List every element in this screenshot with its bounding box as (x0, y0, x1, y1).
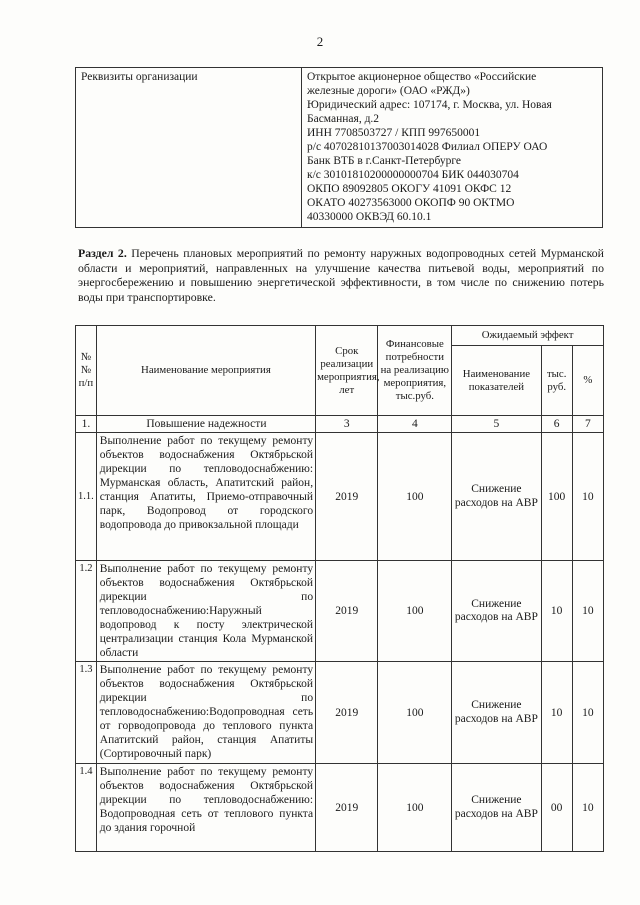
row-indicator: Снижение расходов на АВР (452, 764, 541, 852)
requisites-line: ОКАТО 40273563000 ОКОПФ 90 ОКТМО (307, 197, 515, 209)
header-indicator: Наименование показателей (452, 346, 541, 416)
requisites-line: Басманная, д.2 (307, 113, 380, 125)
row-thousand: 10 (541, 662, 572, 764)
row-name: Выполнение работ по текущему ремонту объектов водоснабжения Октябрьской дирекции по тепловодоснабжению:Водопроводная сеть от горводопровода до теплового пункта Апатитский район, станция Апатиты (Сортировочный парк) (96, 662, 315, 764)
row-percent: 10 (572, 662, 603, 764)
index-cell: 1. (76, 416, 97, 433)
row-percent: 10 (572, 433, 603, 561)
requisites-table (75, 67, 603, 228)
row-thousand: 100 (541, 433, 572, 561)
index-cell: 4 (378, 416, 452, 433)
index-cell: 5 (452, 416, 541, 433)
index-cell: Повышение надежности (96, 416, 315, 433)
header-term: Срок реализации мероприятия, лет (316, 326, 378, 416)
row-term: 2019 (316, 433, 378, 561)
row-percent: 10 (572, 561, 603, 662)
section-heading (78, 246, 604, 304)
row-term: 2019 (316, 764, 378, 852)
table-row (76, 662, 604, 764)
row-indicator: Снижение расходов на АВР (452, 561, 541, 662)
row-term: 2019 (316, 662, 378, 764)
row-thousand: 10 (541, 561, 572, 662)
requisites-line: 40330000 ОКВЭД 60.10.1 (307, 211, 432, 223)
row-indicator: Снижение расходов на АВР (452, 662, 541, 764)
row-num: 1.1. (76, 433, 97, 561)
section-text: Перечень плановых мероприятий по ремонту наружных водопроводных сетей Мурманской области и мероприятий, направленных на улучшение качества питьевой воды, мероприятий по энергосбережению и повышению энергетической эффективности, в том числе по снижению потерь воды при транспортировке. (78, 246, 604, 304)
requisites-line: Открытое акционерное общество «Российские (307, 71, 537, 83)
header-name: Наименование мероприятия (96, 326, 315, 416)
row-num: 1.2 (76, 561, 97, 662)
requisites-line: к/с 30101810200000000704 БИК 044030704 (307, 169, 519, 181)
table-row (76, 433, 604, 561)
row-finance: 100 (378, 433, 452, 561)
row-finance: 100 (378, 662, 452, 764)
requisites-value (302, 68, 603, 228)
requisites-line: ИНН 7708503727 / КПП 997650001 (307, 127, 481, 139)
header-thousand: тыс. руб. (541, 346, 572, 416)
row-term: 2019 (316, 561, 378, 662)
requisites-line: ОКПО 89092805 ОКОГУ 41091 ОКФС 12 (307, 183, 512, 195)
header-num: №№ п/п (76, 326, 97, 416)
row-percent: 10 (572, 764, 603, 852)
requisites-line: Юридический адрес: 107174, г. Москва, ул. Новая (307, 99, 552, 111)
index-cell: 7 (572, 416, 603, 433)
requisites-line: р/с 40702810137003014028 Филиал ОПЕРУ ОАО (307, 141, 548, 153)
table-row (76, 561, 604, 662)
index-cell: 6 (541, 416, 572, 433)
row-name: Выполнение работ по текущему ремонту объектов водоснабжения Октябрьской дирекции по тепловодоснабжению:Наружный водопровод к посту электрической централизации станция Кола Мурманской области (96, 561, 315, 662)
row-num: 1.4 (76, 764, 97, 852)
header-finance: Финансовые потребности на реализацию мероприятия, тыс.руб. (378, 326, 452, 416)
requisites-label: Реквизиты организации (76, 68, 302, 228)
row-num: 1.3 (76, 662, 97, 764)
row-name: Выполнение работ по текущему ремонту объектов водоснабжения Октябрьской дирекции по тепловодоснабжению: Мурманская область, Апатитский район, станция Апатиты, Приемо-отправочный парк, Водопровод от городского водопровода до привокзальной площади (96, 433, 315, 561)
measures-table (75, 325, 604, 852)
section-label: Раздел 2. (78, 246, 127, 260)
row-finance: 100 (378, 561, 452, 662)
header-percent: % (572, 346, 603, 416)
row-name: Выполнение работ по текущему ремонту объектов водоснабжения Октябрьской дирекции по тепловодоснабжению: Водопроводная сеть от теплового пункта до здания горочной (96, 764, 315, 852)
table-row (76, 764, 604, 852)
page-number: 2 (316, 34, 324, 49)
index-cell: 3 (316, 416, 378, 433)
row-thousand: 00 (541, 764, 572, 852)
requisites-line: Банк ВТБ в г.Санкт-Петербурге (307, 155, 462, 167)
header-effect: Ожидаемый эффект (452, 326, 604, 346)
index-row (76, 416, 604, 433)
row-finance: 100 (378, 764, 452, 852)
row-indicator: Снижение расходов на АВР (452, 433, 541, 561)
requisites-line: железные дороги» (ОАО «РЖД») (307, 85, 470, 97)
